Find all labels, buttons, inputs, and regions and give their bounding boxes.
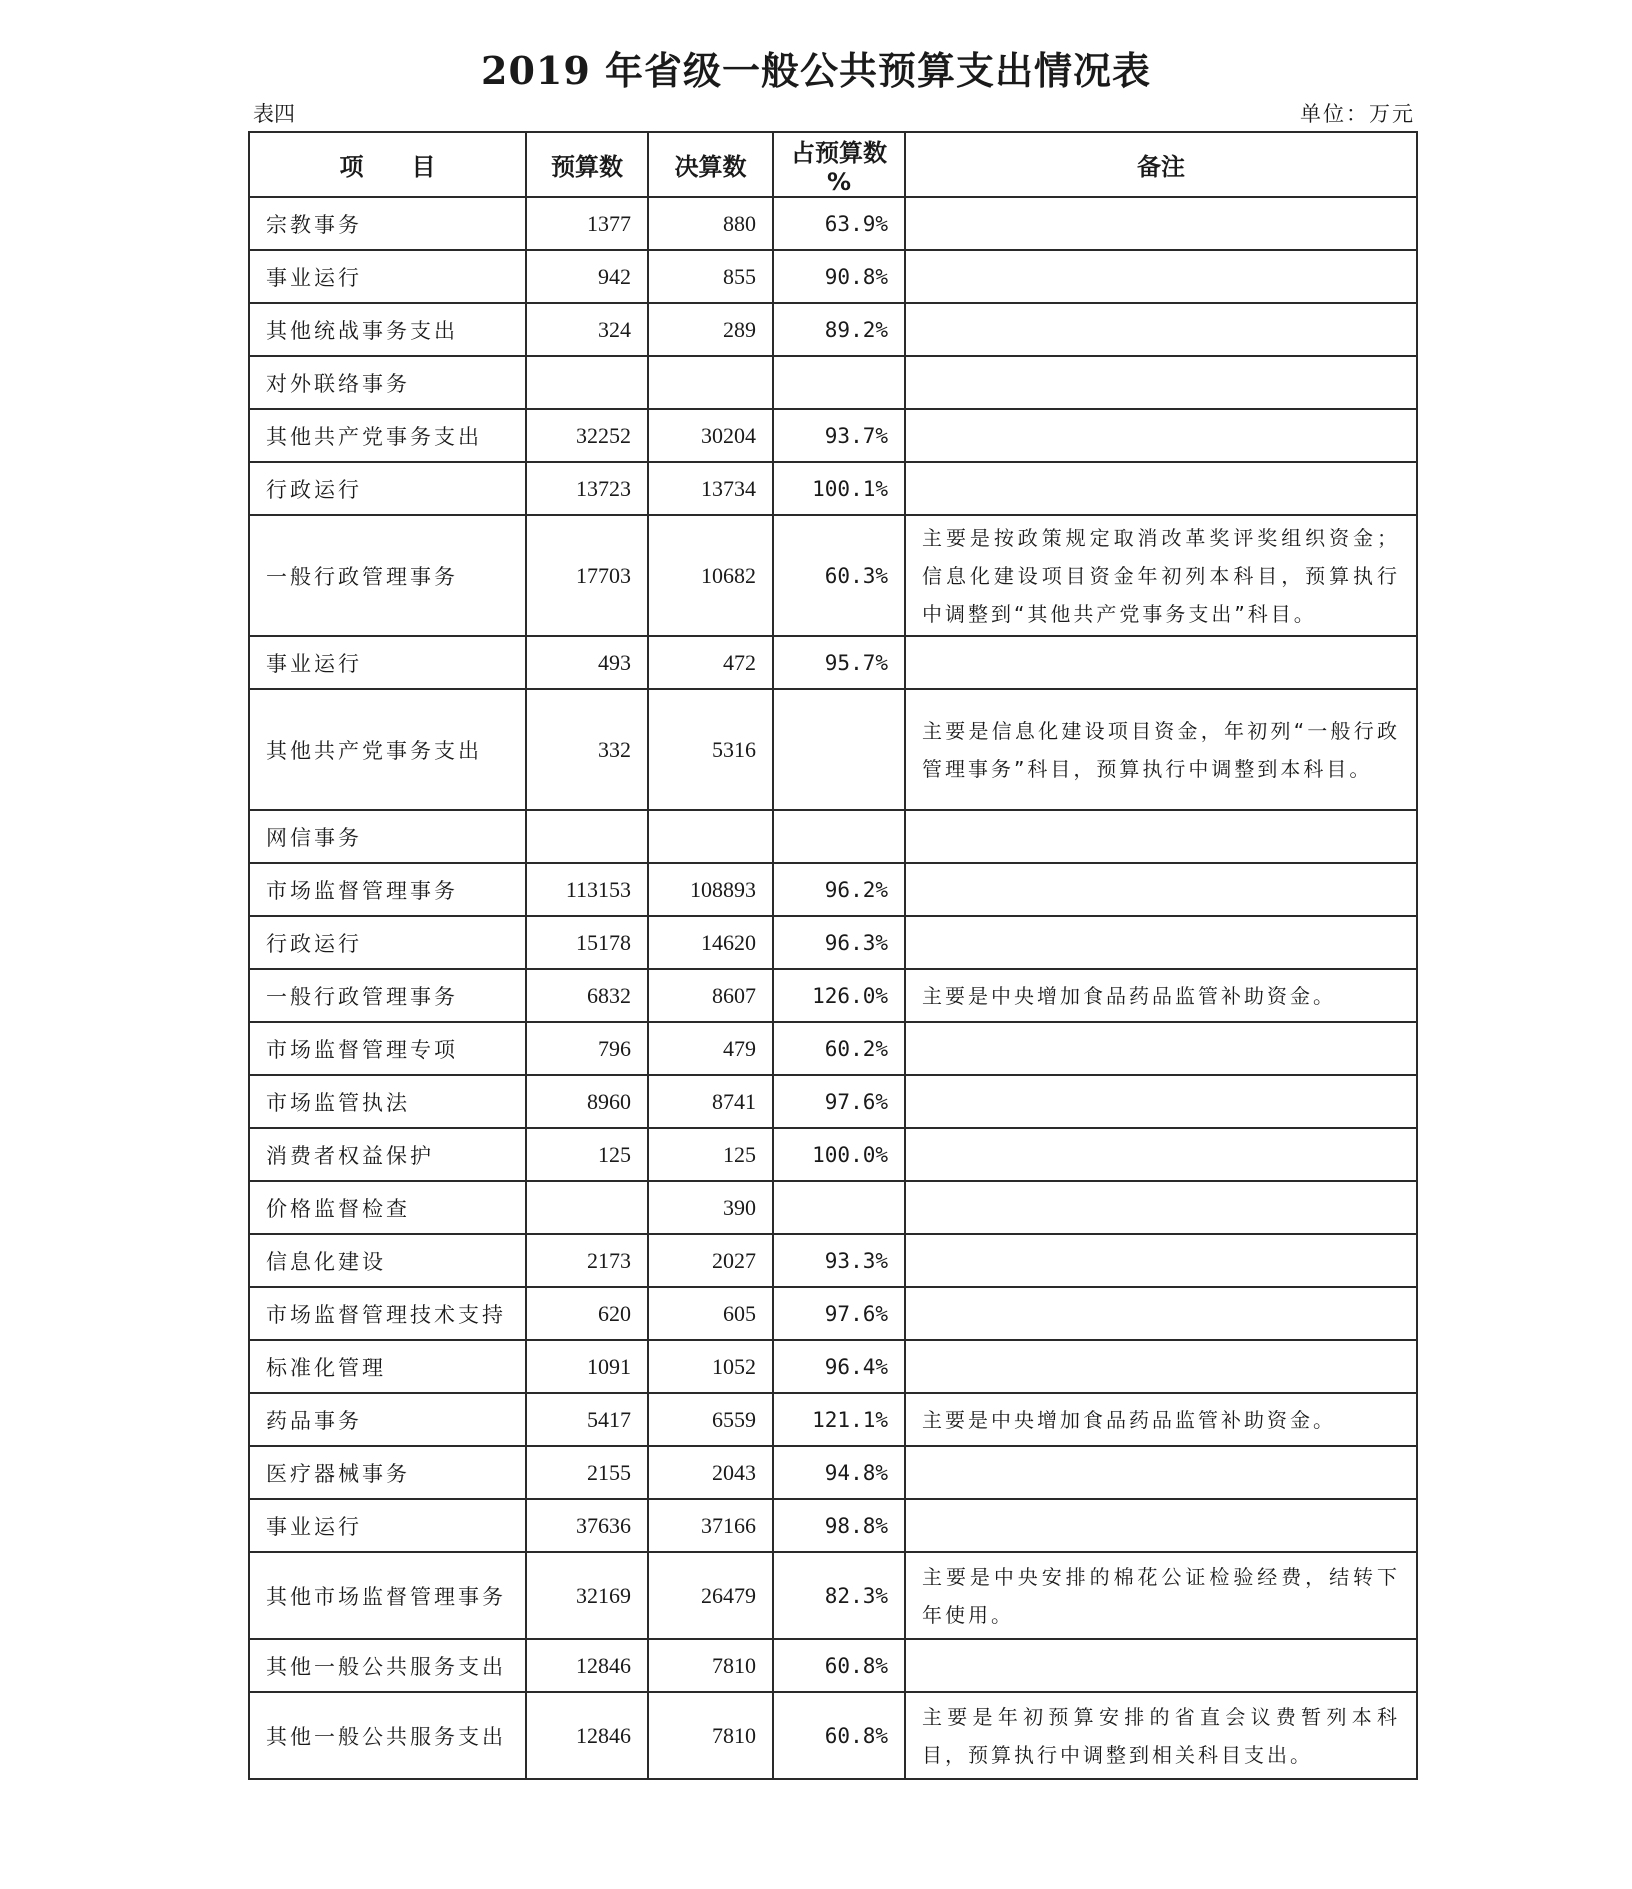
budget-cell: 32169 (526, 1552, 648, 1639)
note-cell (905, 916, 1417, 969)
pct-cell (773, 810, 905, 863)
budget-cell: 17703 (526, 515, 648, 636)
budget-cell (526, 1181, 648, 1234)
budget-cell: 2173 (526, 1234, 648, 1287)
table-row (249, 1446, 1417, 1499)
budget-cell: 113153 (526, 863, 648, 916)
item-cell: 其他统战事务支出 (249, 303, 526, 356)
final-cell: 30204 (648, 409, 773, 462)
item-cell: 事业运行 (249, 1499, 526, 1552)
final-cell: 605 (648, 1287, 773, 1340)
pct-cell: 121.1% (773, 1393, 905, 1446)
table-row (249, 1639, 1417, 1692)
pct-cell: 90.8% (773, 250, 905, 303)
budget-cell (526, 810, 648, 863)
table-row (249, 863, 1417, 916)
pct-cell: 60.2% (773, 1022, 905, 1075)
note-cell (905, 636, 1417, 689)
note-cell (905, 1022, 1417, 1075)
budget-cell: 15178 (526, 916, 648, 969)
item-cell: 一般行政管理事务 (249, 969, 526, 1022)
pct-cell: 94.8% (773, 1446, 905, 1499)
budget-cell: 2155 (526, 1446, 648, 1499)
item-cell: 价格监督检查 (249, 1181, 526, 1234)
table-row (249, 1287, 1417, 1340)
column-header-final: 决算数 (648, 132, 773, 197)
pct-cell: 96.3% (773, 916, 905, 969)
budget-cell: 8960 (526, 1075, 648, 1128)
final-cell: 390 (648, 1181, 773, 1234)
final-cell: 26479 (648, 1552, 773, 1639)
note-cell (905, 409, 1417, 462)
table-row (249, 1234, 1417, 1287)
pct-cell: 95.7% (773, 636, 905, 689)
final-cell: 855 (648, 250, 773, 303)
note-cell (905, 863, 1417, 916)
note-cell: 主要是信息化建设项目资金，年初列“一般行政管理事务”科目，预算执行中调整到本科目。 (905, 689, 1417, 810)
budget-cell: 6832 (526, 969, 648, 1022)
item-cell: 信息化建设 (249, 1234, 526, 1287)
item-cell: 标准化管理 (249, 1340, 526, 1393)
note-cell (905, 1287, 1417, 1340)
note-cell (905, 356, 1417, 409)
item-cell: 市场监管执法 (249, 1075, 526, 1128)
final-cell: 108893 (648, 863, 773, 916)
item-cell: 市场监督管理专项 (249, 1022, 526, 1075)
budget-cell: 125 (526, 1128, 648, 1181)
note-cell: 主要是中央安排的棉花公证检验经费，结转下年使用。 (905, 1552, 1417, 1639)
pct-cell: 96.4% (773, 1340, 905, 1393)
note-cell (905, 250, 1417, 303)
unit-label: 单位：万元 (1300, 102, 1415, 126)
pct-cell: 60.3% (773, 515, 905, 636)
table-row (249, 409, 1417, 462)
pct-cell (773, 356, 905, 409)
final-cell (648, 810, 773, 863)
pct-cell: 100.0% (773, 1128, 905, 1181)
budget-cell: 13723 (526, 462, 648, 515)
pct-cell: 126.0% (773, 969, 905, 1022)
note-cell (905, 1340, 1417, 1393)
final-cell: 7810 (648, 1692, 773, 1779)
item-cell: 市场监督管理事务 (249, 863, 526, 916)
budget-cell: 5417 (526, 1393, 648, 1446)
table-row (249, 636, 1417, 689)
final-cell: 8741 (648, 1075, 773, 1128)
final-cell: 2027 (648, 1234, 773, 1287)
budget-cell: 1091 (526, 1340, 648, 1393)
note-cell: 主要是年初预算安排的省直会议费暂列本科目，预算执行中调整到相关科目支出。 (905, 1692, 1417, 1779)
table-row (249, 1552, 1417, 1639)
final-cell: 5316 (648, 689, 773, 810)
item-cell: 其他一般公共服务支出 (249, 1692, 526, 1779)
item-cell: 对外联络事务 (249, 356, 526, 409)
note-cell (905, 1446, 1417, 1499)
table-row (249, 1075, 1417, 1128)
table-number-label: 表四 (253, 102, 295, 126)
note-cell (905, 1075, 1417, 1128)
note-cell: 主要是中央增加食品药品监管补助资金。 (905, 1393, 1417, 1446)
item-cell: 网信事务 (249, 810, 526, 863)
item-cell: 医疗器械事务 (249, 1446, 526, 1499)
final-cell: 13734 (648, 462, 773, 515)
budget-cell: 37636 (526, 1499, 648, 1552)
budget-cell: 12846 (526, 1692, 648, 1779)
pct-cell: 60.8% (773, 1692, 905, 1779)
item-cell: 市场监督管理技术支持 (249, 1287, 526, 1340)
table-row (249, 462, 1417, 515)
table-row (249, 810, 1417, 863)
note-cell (905, 303, 1417, 356)
item-cell: 行政运行 (249, 462, 526, 515)
table-row (249, 356, 1417, 409)
table-row (249, 197, 1417, 250)
pct-cell: 93.3% (773, 1234, 905, 1287)
final-cell: 2043 (648, 1446, 773, 1499)
page-title: 2019 年省级一般公共预算支出情况表 (481, 48, 1151, 93)
budget-cell: 942 (526, 250, 648, 303)
pct-cell (773, 689, 905, 810)
table-row (249, 1393, 1417, 1446)
item-cell: 宗教事务 (249, 197, 526, 250)
column-header-note: 备注 (905, 132, 1417, 197)
pct-cell: 89.2% (773, 303, 905, 356)
budget-expenditure-table (248, 131, 1418, 1780)
pct-cell: 82.3% (773, 1552, 905, 1639)
pct-cell (773, 1181, 905, 1234)
table-row (249, 969, 1417, 1022)
pct-cell: 100.1% (773, 462, 905, 515)
budget-cell (526, 356, 648, 409)
table-row (249, 916, 1417, 969)
final-cell: 37166 (648, 1499, 773, 1552)
item-cell: 其他市场监督管理事务 (249, 1552, 526, 1639)
final-cell: 880 (648, 197, 773, 250)
pct-cell: 63.9% (773, 197, 905, 250)
note-cell (905, 1181, 1417, 1234)
final-cell: 14620 (648, 916, 773, 969)
note-cell (905, 1639, 1417, 1692)
budget-cell: 12846 (526, 1639, 648, 1692)
note-cell (905, 810, 1417, 863)
final-cell: 1052 (648, 1340, 773, 1393)
table-row (249, 1128, 1417, 1181)
final-cell: 125 (648, 1128, 773, 1181)
item-cell: 事业运行 (249, 636, 526, 689)
item-cell: 药品事务 (249, 1393, 526, 1446)
item-cell: 其他一般公共服务支出 (249, 1639, 526, 1692)
note-cell (905, 1499, 1417, 1552)
pct-cell: 98.8% (773, 1499, 905, 1552)
item-cell: 一般行政管理事务 (249, 515, 526, 636)
final-cell: 8607 (648, 969, 773, 1022)
table-row (249, 303, 1417, 356)
final-cell: 7810 (648, 1639, 773, 1692)
column-header-pct: 占预算数 % (773, 132, 905, 197)
table-row (249, 1022, 1417, 1075)
budget-cell: 324 (526, 303, 648, 356)
note-cell (905, 197, 1417, 250)
budget-cell: 32252 (526, 409, 648, 462)
budget-cell: 332 (526, 689, 648, 810)
item-cell: 行政运行 (249, 916, 526, 969)
table-row (249, 515, 1417, 636)
note-cell (905, 1128, 1417, 1181)
note-cell: 主要是中央增加食品药品监管补助资金。 (905, 969, 1417, 1022)
pct-cell: 60.8% (773, 1639, 905, 1692)
table-row (249, 1499, 1417, 1552)
table-header-row (249, 132, 1417, 197)
item-cell: 其他共产党事务支出 (249, 409, 526, 462)
final-cell: 479 (648, 1022, 773, 1075)
pct-cell: 97.6% (773, 1287, 905, 1340)
pct-cell: 93.7% (773, 409, 905, 462)
final-cell: 10682 (648, 515, 773, 636)
final-cell: 472 (648, 636, 773, 689)
table-row (249, 689, 1417, 810)
column-header-item: 项 目 (249, 132, 526, 197)
final-cell: 6559 (648, 1393, 773, 1446)
budget-cell: 1377 (526, 197, 648, 250)
note-cell (905, 1234, 1417, 1287)
note-cell (905, 462, 1417, 515)
budget-cell: 796 (526, 1022, 648, 1075)
table-row (249, 250, 1417, 303)
item-cell: 其他共产党事务支出 (249, 689, 526, 810)
final-cell: 289 (648, 303, 773, 356)
table-row (249, 1340, 1417, 1393)
final-cell (648, 356, 773, 409)
budget-cell: 493 (526, 636, 648, 689)
item-cell: 事业运行 (249, 250, 526, 303)
note-cell: 主要是按政策规定取消改革奖评奖组织资金；信息化建设项目资金年初列本科目，预算执行中调整到“其他共产党事务支出”科目。 (905, 515, 1417, 636)
column-header-budget: 预算数 (526, 132, 648, 197)
pct-cell: 97.6% (773, 1075, 905, 1128)
pct-cell: 96.2% (773, 863, 905, 916)
budget-cell: 620 (526, 1287, 648, 1340)
table-row (249, 1692, 1417, 1779)
table-row (249, 1181, 1417, 1234)
item-cell: 消费者权益保护 (249, 1128, 526, 1181)
